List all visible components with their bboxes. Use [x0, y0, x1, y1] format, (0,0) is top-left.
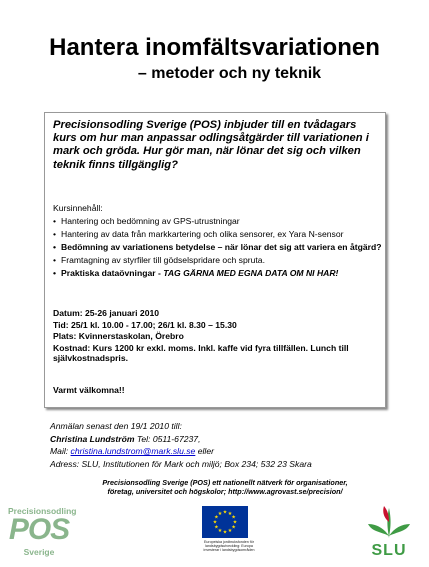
registration-address: Adress: SLU, Institutionen för Mark och miljö; Box 234; 532 23 Skara — [50, 458, 312, 469]
footer-note — [60, 478, 390, 496]
pos-logo-main-text: POS — [8, 513, 70, 546]
eu-text-line: Europeiska jordbruksfonden för — [204, 540, 254, 544]
eu-logo-text — [192, 540, 266, 553]
list-item: • Bedömning av variationens betydelse – när lönar det sig att variera en åtgärd? — [53, 242, 383, 252]
eu-stars-icon — [202, 506, 248, 538]
eu-text-line: landsbygdsutveckling: Europa — [205, 544, 253, 549]
course-info-panel — [44, 112, 386, 408]
eu-flag-icon — [202, 506, 248, 538]
list-item-text: Praktiska dataövningar - — [61, 267, 164, 278]
page-title: Hantera inomfältsvariationen — [49, 34, 380, 61]
svg-text:★: ★ — [212, 519, 218, 526]
footer-line: Precisionsodling Sverige (POS) ett nationellt nätverk för organisationer, — [102, 478, 348, 487]
list-item: • Hantering av data från markkartering och olika sensorer, ex Yara N-sensor — [53, 229, 383, 239]
pos-logo — [8, 506, 77, 562]
pos-logo-bottom-text: Sverige — [23, 547, 55, 557]
registration-contact — [50, 433, 410, 446]
list-item-emphasis: TAG GÄRNA MED EGNA DATA OM NI HAR! — [163, 267, 339, 278]
svg-text:★: ★ — [227, 528, 233, 535]
contact-phone: Tel: 0511-67237, — [134, 433, 201, 444]
eu-logo — [192, 506, 266, 562]
svg-text:★: ★ — [232, 519, 238, 526]
eu-text-line: investerar i landsbygdsområden — [203, 548, 255, 553]
svg-text:★: ★ — [214, 514, 219, 521]
list-item — [53, 268, 383, 278]
mail-label: Mail: — [50, 446, 71, 457]
slu-logo-text: SLU — [371, 542, 407, 559]
footer-line: företag, universitet och högskolor; http://www.agrovast.se/precision/ — [107, 487, 343, 497]
welcome-text: Varmt välkomna!! — [53, 385, 125, 395]
course-details — [53, 308, 383, 365]
course-time: Tid: 25/1 kl. 10.00 - 17.00; 26/1 kl. 8.30 – 15.30 — [53, 319, 237, 330]
intro-text: Precisionsodling Sverige (POS) inbjuder till en tvådagars kurs om hur man anpassar odlingsåtgärder till variationen i mark och gröda. Hur gör man, när lönar det sig och vilken teknik finns tillgänglig? — [53, 119, 369, 171]
list-item: • Framtagning av styrfiler till gödselspridare och spruta. — [53, 255, 383, 265]
course-contents-label: Kursinnehåll: — [53, 203, 103, 213]
course-place: Plats: Kvinnerstaskolan, Örebro — [53, 331, 184, 342]
svg-text:★: ★ — [231, 524, 236, 531]
svg-text:★: ★ — [217, 510, 223, 517]
slu-plant-icon — [364, 502, 414, 542]
svg-text:★: ★ — [227, 510, 233, 517]
svg-text:★: ★ — [214, 524, 219, 531]
svg-text:★: ★ — [222, 529, 228, 536]
registration-mail — [50, 445, 410, 458]
svg-text:★: ★ — [217, 528, 223, 535]
svg-text:★: ★ — [222, 509, 228, 516]
course-cost: Kostnad: Kurs 1200 kr exkl. moms. Inkl. kaffe vid fyra tillfällen. Lunch till självkostnadspris. — [53, 342, 349, 364]
contact-name: Christina Lundström — [50, 433, 135, 444]
registration-deadline: Anmälan senast den 19/1 2010 till: — [50, 421, 182, 431]
list-item: • Hantering och bedömning av GPS-utrustningar — [53, 216, 383, 226]
svg-text:★: ★ — [231, 514, 236, 521]
course-contents-list — [53, 216, 383, 280]
email-link[interactable]: christina.lundstrom@mark.slu.se — [70, 446, 196, 457]
registration-info — [50, 420, 410, 470]
course-date: Datum: 25-26 januari 2010 — [53, 308, 160, 318]
slu-logo — [364, 502, 414, 562]
pos-logo-top-text: Precisionsodling — [8, 506, 77, 516]
mail-suffix: eller — [195, 446, 214, 457]
page-subtitle: – metoder och ny teknik — [137, 65, 322, 82]
